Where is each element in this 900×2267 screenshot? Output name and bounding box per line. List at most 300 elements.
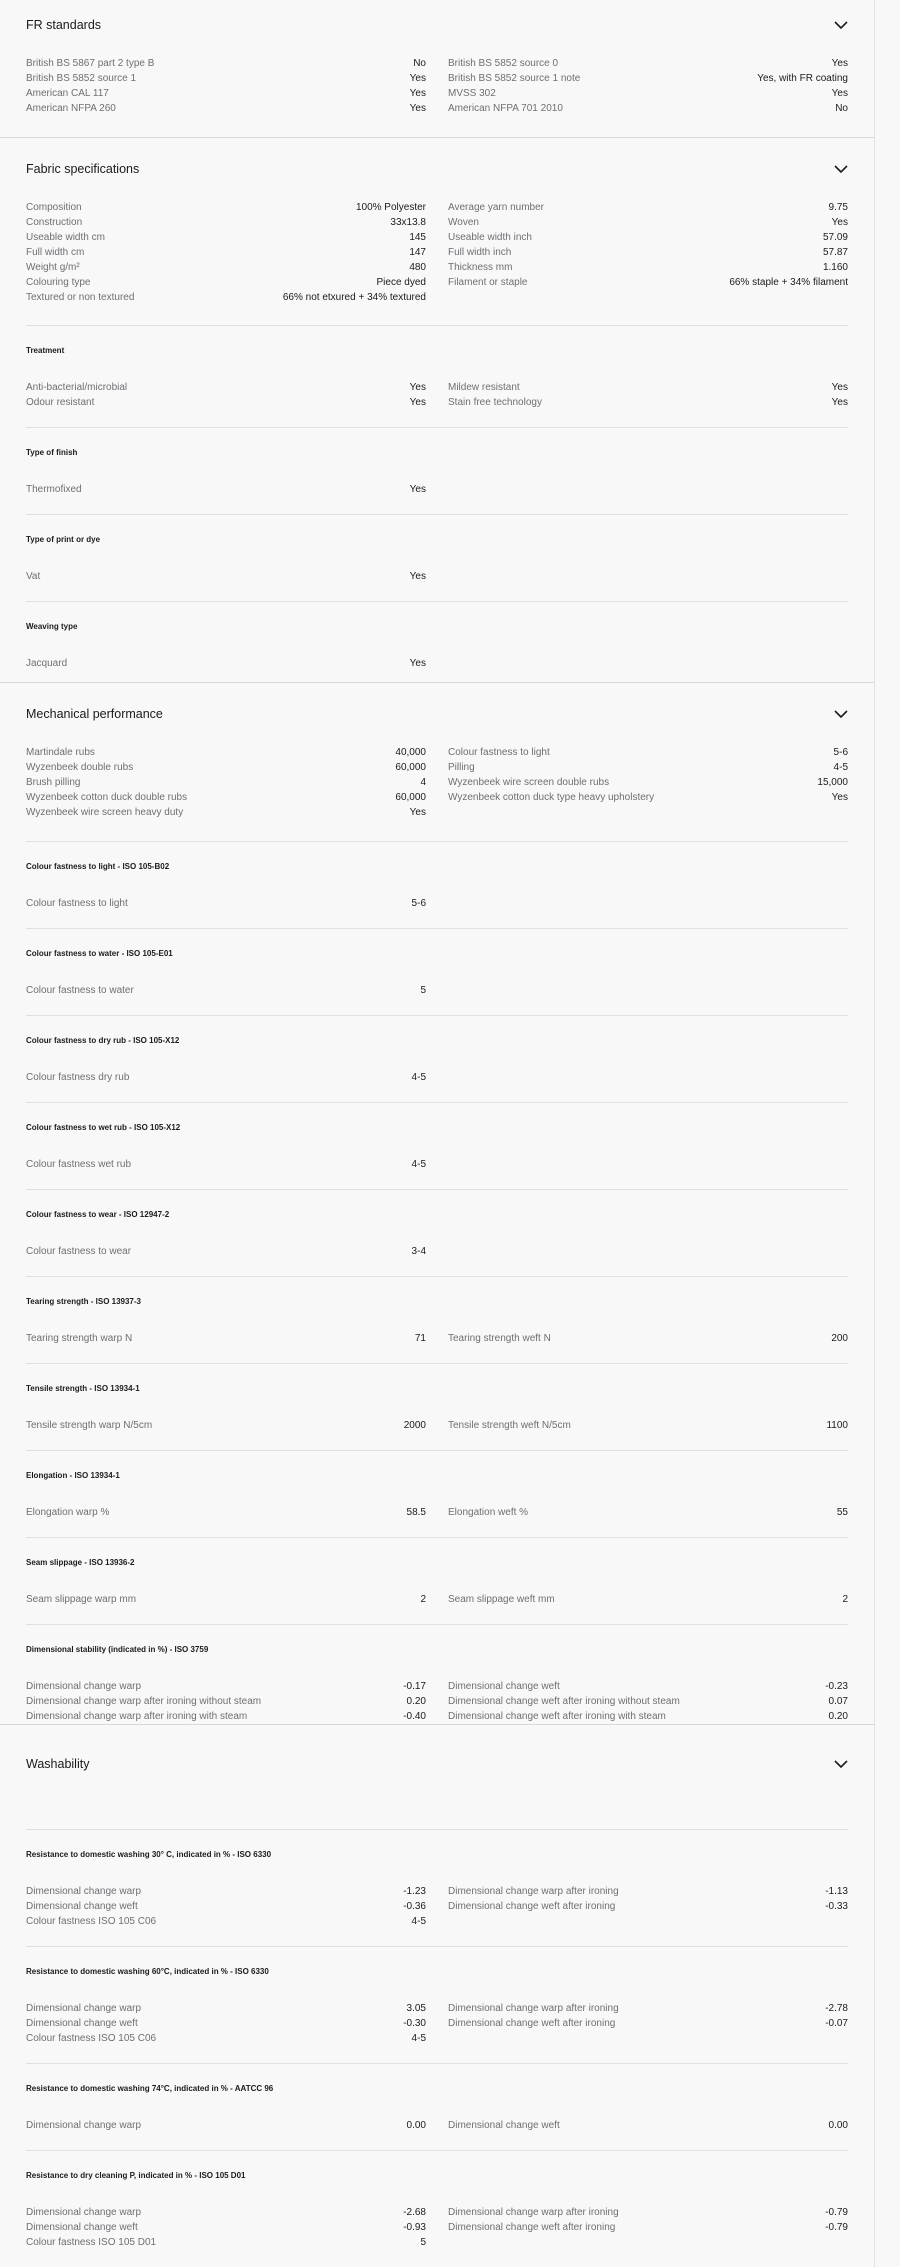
spec-value: 100% Polyester [355,202,426,213]
spec-label: Colour fastness to water [26,985,134,996]
subsection [26,1189,848,1276]
spec-value: 9.75 [828,202,848,213]
fr-standards-header[interactable] [26,0,848,50]
spec-value: Yes [831,792,848,803]
spec-row [448,1884,848,1899]
spec-label: Elongation weft % [448,1507,529,1518]
spec-label: Dimensional change weft [26,2018,138,2029]
subsection-title: Tensile strength - ISO 13934-1 [26,1384,140,1393]
spec-value: Yes, with FR coating [757,73,848,84]
spec-value: 2 [420,1594,426,1605]
spec-value: Yes [409,484,426,495]
spec-label: Wyzenbeek cotton duck type heavy upholstery [448,792,655,803]
spec-row [448,230,848,245]
section-title: Fabric specifications [26,162,140,176]
spec-row [448,395,848,410]
spec-label: Colour fastness ISO 105 C06 [26,2033,157,2044]
subsection-grid [26,1226,848,1259]
chevron-down-icon[interactable] [834,707,848,721]
right-column [448,482,848,497]
subsection [26,2063,848,2150]
spec-label: Full width inch [448,247,512,258]
spec-value: 57.87 [822,247,848,258]
left-column [26,569,426,584]
spec-value: -0.79 [825,2207,848,2218]
spec-row [448,1592,848,1607]
spec-label: Dimensional change weft [448,1681,560,1692]
spec-value: -0.17 [403,1681,426,1692]
fabric-specifications-header[interactable] [26,144,848,194]
spec-label: Dimensional change warp [26,2120,142,2131]
spec-row [26,2016,426,2031]
section-title: Washability [26,1757,90,1771]
subsection-title: Treatment [26,346,65,355]
spec-value: 71 [414,1333,426,1344]
spec-value: Yes [409,397,426,408]
spec-value: 1.160 [822,262,848,273]
spec-row [26,275,426,290]
spec-label: Dimensional change weft [448,2120,560,2131]
spec-label: Dimensional change weft after ironing without steam [448,1696,680,1707]
spec-value: 1100 [826,1420,848,1431]
spec-value: Yes [409,88,426,99]
subsection-grid [26,1052,848,1085]
spec-row [448,1899,848,1914]
spec-label: Dimensional change warp after ironing [448,2207,619,2218]
spec-value: -1.13 [825,1886,848,1897]
right-column [448,1592,848,1607]
spec-row [448,260,848,275]
spec-label: Colour fastness dry rub [26,1072,130,1083]
spec-value: -0.23 [825,1681,848,1692]
spec-row [448,775,848,790]
subsection [26,1015,848,1102]
spec-label: Wyzenbeek wire screen heavy duty [26,807,184,818]
spec-value: -0.79 [825,2222,848,2233]
spec-label: Colour fastness wet rub [26,1159,132,1170]
left-column [26,745,426,820]
spec-value: Yes [409,73,426,84]
right-column [448,380,848,410]
spec-value: Yes [409,807,426,818]
spec-label: American NFPA 260 [26,103,116,114]
left-column [26,1244,426,1259]
spec-value: 5 [420,985,426,996]
spec-label: American CAL 117 [26,88,109,99]
spec-row [26,1505,426,1520]
left-column [26,200,426,305]
spec-label: British BS 5867 part 2 type B [26,58,155,69]
spec-row [448,380,848,395]
mechanical-subsections [26,841,848,1741]
spec-label: Jacquard [26,658,68,669]
left-column [26,1505,426,1520]
spec-row [26,1914,426,1929]
spec-value: 2000 [403,1420,426,1431]
spec-label: Seam slippage weft mm [448,1594,555,1605]
spec-value: 60,000 [395,762,426,773]
spec-label: Colour fastness ISO 105 C06 [26,1916,157,1927]
subsection [26,1537,848,1624]
spec-label: Colour fastness to light [448,747,550,758]
spec-value: 57.09 [822,232,848,243]
spec-value: 4-5 [411,1072,426,1083]
spec-row [26,215,426,230]
subsection-title: Dimensional stability (indicated in %) - ISO 3759 [26,1645,209,1654]
spec-row [26,71,426,86]
subsection [26,427,848,514]
subsection-grid [26,965,848,998]
spec-label: Elongation warp % [26,1507,110,1518]
spec-row [26,1331,426,1346]
spec-label: Wyzenbeek cotton duck double rubs [26,792,188,803]
spec-value: 0.00 [406,2120,426,2131]
spec-label: Colouring type [26,277,91,288]
spec-label: British BS 5852 source 1 note [448,73,581,84]
spec-label: Thickness mm [448,262,513,273]
spec-row [26,2001,426,2016]
spec-value: 2 [842,1594,848,1605]
spec-row [26,290,426,305]
spec-row [26,2235,426,2250]
spec-value: Yes [831,217,848,228]
spec-value: 58.5 [406,1507,426,1518]
chevron-down-icon[interactable] [834,18,848,32]
subsection [26,601,848,688]
subsection-grid [26,638,848,671]
spec-row [26,2118,426,2133]
subsection-grid [26,1661,848,1724]
spec-value: 4-5 [833,762,848,773]
subsection-title: Colour fastness to water - ISO 105-E01 [26,949,173,958]
chevron-down-icon[interactable] [834,1757,848,1771]
spec-value: Yes [409,103,426,114]
mechanical-performance-section [0,689,874,1725]
spec-label: Filament or staple [448,277,528,288]
spec-label: Composition [26,202,82,213]
spec-label: Colour fastness to light [26,898,128,909]
spec-row [26,1244,426,1259]
left-column [26,1884,426,1929]
spec-row [26,1418,426,1433]
right-column [448,1070,848,1085]
right-column [448,56,848,116]
spec-row [26,56,426,71]
spec-value: 4-5 [411,1159,426,1170]
spec-value: 3-4 [411,1246,426,1257]
spec-label: Martindale rubs [26,747,95,758]
spec-label: Dimensional change warp [26,2003,142,2014]
subsection [26,928,848,1015]
subsection-grid [26,878,848,911]
subsection-title: Resistance to domestic washing 60°C, indicated in % - ISO 6330 [26,1967,269,1976]
spec-row [26,790,426,805]
spec-row [448,1694,848,1709]
subsection-title: Tearing strength - ISO 13937-3 [26,1297,141,1306]
spec-row [26,482,426,497]
right-column [448,569,848,584]
chevron-down-icon[interactable] [834,162,848,176]
right-column [448,1884,848,1929]
spec-label: Tensile strength warp N/5cm [26,1420,153,1431]
spec-value: 40,000 [395,747,426,758]
spec-row [448,101,848,116]
spec-value: No [413,58,426,69]
subsection [26,514,848,601]
spec-value: 0.07 [828,1696,848,1707]
right-column [448,200,848,305]
right-column [448,1244,848,1259]
spec-value: -0.93 [403,2222,426,2233]
subsection-title: Colour fastness to wet rub - ISO 105-X12 [26,1123,181,1132]
right-column [448,1679,848,1724]
left-column [26,380,426,410]
subsection [26,2150,848,2267]
right-column [448,896,848,911]
subsection [26,1102,848,1189]
spec-label: Dimensional change weft after ironing [448,2018,616,2029]
spec-value: 4 [420,777,426,788]
subsection-grid [26,464,848,497]
left-column [26,1592,426,1607]
spec-value: 200 [831,1333,848,1344]
spec-label: Dimensional change warp [26,2207,142,2218]
right-column [448,1331,848,1346]
spec-label: Woven [448,217,479,228]
spec-label: Dimensional change warp after ironing [448,2003,619,2014]
fabric-subsections [26,325,848,688]
left-column [26,1418,426,1433]
spec-label: British BS 5852 source 1 [26,73,137,84]
spec-row [448,1418,848,1433]
spec-value: -0.36 [403,1901,426,1912]
spec-row [26,745,426,760]
subsection-title: Colour fastness to light - ISO 105-B02 [26,862,170,871]
spec-row [26,1709,426,1724]
subsection-grid [26,1313,848,1346]
spec-row [448,245,848,260]
spec-row [26,1157,426,1172]
spec-value: 145 [409,232,426,243]
spec-row [448,1709,848,1724]
spec-row [448,2205,848,2220]
subsection-grid [26,362,848,410]
spec-row [448,275,848,290]
spec-label: Anti-bacterial/microbial [26,382,128,393]
subsection-title: Elongation - ISO 13934-1 [26,1471,120,1480]
left-column [26,1070,426,1085]
left-column [26,1331,426,1346]
spec-row [26,569,426,584]
subsection [26,1829,848,1946]
right-column [448,2118,848,2133]
left-column [26,1679,426,1724]
subsection-grid [26,1487,848,1520]
spec-label: Tensile strength weft N/5cm [448,1420,571,1431]
left-column [26,2205,426,2250]
subsection-grid [26,1866,848,1929]
spec-value: -0.30 [403,2018,426,2029]
spec-label: Tearing strength warp N [26,1333,133,1344]
spec-row [448,1679,848,1694]
mechanical-performance-header[interactable] [26,689,848,739]
spec-label: Dimensional change warp after ironing with steam [26,1711,248,1722]
spec-value: 3.05 [406,2003,426,2014]
subsection-grid [26,1574,848,1607]
spec-label: MVSS 302 [448,88,496,99]
spec-value: -0.33 [825,1901,848,1912]
spec-value: 147 [409,247,426,258]
spec-row [26,1592,426,1607]
spec-value: -0.07 [825,2018,848,2029]
spec-label: Useable width cm [26,232,105,243]
spec-value: Yes [831,382,848,393]
subsection-title: Colour fastness to wear - ISO 12947-2 [26,1210,170,1219]
spec-row [26,1679,426,1694]
right-column [448,745,848,820]
spec-value: 0.20 [406,1696,426,1707]
spec-label: Dimensional change warp [26,1886,142,1897]
subsection-grid [26,1983,848,2046]
spec-row [448,760,848,775]
spec-row [448,71,848,86]
subsection-title: Resistance to domestic washing 30° C, indicated in % - ISO 6330 [26,1850,272,1859]
spec-label: Mildew resistant [448,382,520,393]
left-column [26,56,426,116]
spec-label: Colour fastness ISO 105 D01 [26,2237,157,2248]
spec-row [26,230,426,245]
subsection [26,325,848,427]
right-column [448,1505,848,1520]
spec-label: Dimensional change weft [26,1901,138,1912]
spec-label: Colour fastness to wear [26,1246,132,1257]
spec-value: -2.68 [403,2207,426,2218]
subsection-title: Seam slippage - ISO 13936-2 [26,1558,135,1567]
spec-row [448,2220,848,2235]
spec-value: No [835,103,848,114]
right-column [448,2205,848,2250]
washability-section [0,1739,874,2267]
subsection-title: Resistance to dry cleaning P, indicated in % - ISO 105 D01 [26,2171,246,2180]
spec-value: 4-5 [411,2033,426,2044]
left-column [26,983,426,998]
spec-label: Wyzenbeek wire screen double rubs [448,777,610,788]
spec-label: Dimensional change weft after ironing [448,2222,616,2233]
spec-label: Stain free technology [448,397,542,408]
spec-label: Odour resistant [26,397,95,408]
spec-row [26,2031,426,2046]
spec-value: 33x13.8 [390,217,426,228]
subsection [26,1363,848,1450]
spec-label: Vat [26,571,41,582]
spec-row [448,2118,848,2133]
spec-value: 4-5 [411,1916,426,1927]
subsection-grid [26,2100,848,2133]
spec-value: -2.78 [825,2003,848,2014]
spec-value: 5-6 [833,747,848,758]
spec-label: American NFPA 701 2010 [448,103,563,114]
subsection-grid [26,551,848,584]
spec-row [448,200,848,215]
spec-row [26,1884,426,1899]
spec-label: Brush pilling [26,777,81,788]
spec-label: Dimensional change weft after ironing [448,1901,616,1912]
spec-row [26,656,426,671]
left-column [26,1157,426,1172]
spec-value: -0.40 [403,1711,426,1722]
spec-row [26,200,426,215]
spec-label: Dimensional change warp after ironing [448,1886,619,1897]
right-column [448,1418,848,1433]
spec-value: Yes [831,58,848,69]
spec-row [26,983,426,998]
spec-row [26,805,426,820]
spec-label: Seam slippage warp mm [26,1594,137,1605]
spec-value: 5 [420,2237,426,2248]
spec-label: Thermofixed [26,484,82,495]
spec-label: British BS 5852 source 0 [448,58,559,69]
spec-value: Yes [831,397,848,408]
spec-value: Yes [409,382,426,393]
fr-standards-section [0,0,874,138]
spec-row [448,2016,848,2031]
spec-row [448,56,848,71]
spec-row [26,245,426,260]
spec-value: Piece dyed [376,277,426,288]
spec-row [448,86,848,101]
spec-value: 60,000 [395,792,426,803]
spec-row [26,1070,426,1085]
right-column [448,656,848,671]
left-column [26,2001,426,2046]
spec-value: 480 [409,262,426,273]
left-column [26,896,426,911]
spec-value: 66% not etxured + 34% textured [282,292,426,303]
right-column [448,2001,848,2046]
section-title: Mechanical performance [26,707,163,721]
spec-label: Weight g/m² [26,262,80,273]
spec-row [448,1505,848,1520]
spec-row [448,1331,848,1346]
left-column [26,656,426,671]
subsection-title: Type of print or dye [26,535,101,544]
fabric-specifications-section [0,144,874,683]
spec-value: -1.23 [403,1886,426,1897]
spec-label: Dimensional change warp after ironing without steam [26,1696,262,1707]
spec-row [26,775,426,790]
spec-label: Dimensional change weft [26,2222,138,2233]
subsection-title: Colour fastness to dry rub - ISO 105-X12 [26,1036,180,1045]
spec-label: Construction [26,217,83,228]
right-column [448,983,848,998]
washability-header[interactable] [26,1739,848,1789]
subsection-grid [26,1400,848,1433]
spec-value: 66% staple + 34% filament [729,277,848,288]
spec-row [26,395,426,410]
fr-standards-grid [26,56,848,116]
spec-row [448,2001,848,2016]
left-column [26,482,426,497]
subsection [26,1450,848,1537]
spec-value: 55 [836,1507,848,1518]
spec-row [26,2220,426,2235]
subsection [26,1276,848,1363]
spec-value: Yes [409,571,426,582]
spec-row [448,215,848,230]
spec-value: 0.00 [828,2120,848,2131]
spec-value: 15,000 [817,777,848,788]
spec-value: 0.20 [828,1711,848,1722]
